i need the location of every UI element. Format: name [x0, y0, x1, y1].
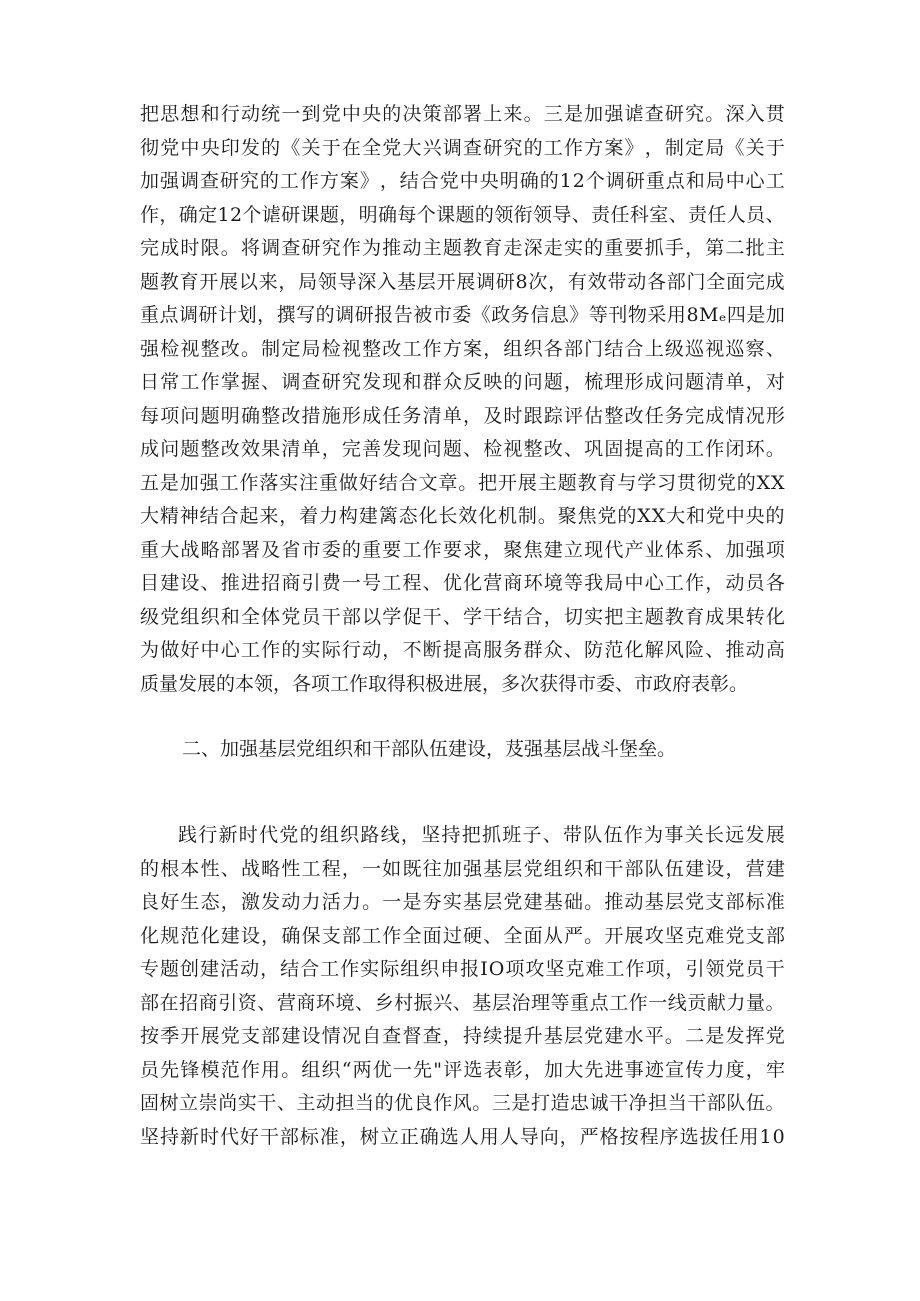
text-line: 质量发展的本领，各项工作取得积极进展，多次获得市委、市政府表彰。 — [140, 672, 749, 695]
text-line: 完 成 时 限 。 将 调 查 研 究 作 为 推 动 主 题 教 育 走 深 走 实 的 重 要 抓 手 ， 第 二 批 主 — [140, 237, 785, 259]
text-line: 良 好 生 态 ， 激 发 动 力 活 力 。 一 是 夯 实 基 层 党 建 基 础 。 推 动 基 层 党 支 部 标 准 — [140, 891, 785, 913]
text-line: 强 检 视 整 改 。 制 定 局 检 视 整 改 工 作 方 案 ， 组 织 各 部 门 结 合 上 级 巡 视 巡 察 、 — [140, 337, 785, 360]
text-line: 每 项 问 题 明 确 整 改 措 施 形 成 任 务 清 单 ， 及 时 跟 踪 评 估 整 改 任 务 完 成 情 况 形 — [140, 404, 785, 427]
paragraph-2 — [140, 819, 785, 1154]
text-line: 固 树 立 崇 尚 实 干 、 主 动 担 当 的 优 良 作 风 。 三 是 打 造 忠 诚 干 净 担 当 干 部 队 伍 。 — [140, 1092, 785, 1114]
section-heading-2: 二、加强基层党组织和干部队伍建设，芨强基层战斗堡垒。 — [182, 738, 677, 760]
text-line: 重 点 调 研 计 划 ， 撰 写 的 调 研 报 告 被 市 委 《 政 务 信 息 》 等 刊 物 采 用 8 M ₑ 四 是 加 — [140, 304, 785, 326]
text-line: 员 先 锋 模 范 作 用 。 组 织 “ 两 优 一 先 " 评 选 表 彰 ， 加 大 先 进 事 迹 宣 传 力 度 ， 牢 — [140, 1058, 785, 1081]
text-line: 按 季 开 展 党 支 部 建 设 情 况 自 查 督 查 ， 持 续 提 升 基 层 党 建 水 平 。 二 是 发 挥 党 — [140, 1025, 785, 1047]
text-line: 化 规 范 化 建 设 ， 确 保 支 部 工 作 全 面 过 硬 、 全 面 从 严 。 开 展 攻 坚 克 难 党 支 部 — [140, 924, 785, 947]
text-line: 日 常 工 作 掌 握 、 调 查 研 究 发 现 和 群 众 反 映 的 问 题 ， 梳 理 形 成 问 题 清 单 ， 对 — [140, 371, 785, 393]
text-line: 专 题 创 建 活 动 ， 结 合 工 作 实 际 组 织 申 报 I O 项 攻 坚 克 难 工 作 项 ， 引 领 党 员 干 — [140, 958, 785, 980]
text-line: 题 教 育 开 展 以 来 ， 局 领 导 深 入 基 层 开 展 调 研 8 次 ， 有 效 带 动 各 部 门 全 面 完 成 — [140, 270, 785, 293]
text-line: 彻 党 中 央 印 发 的 《 关 于 在 全 党 大 兴 调 查 研 究 的 工 作 方 案 》 ， 制 定 局 《 关 于 — [140, 136, 785, 159]
text-line: 目 建 设 、 推 进 招 商 引 费 一 号 工 程 、 优 化 营 商 环 境 等 我 局 中 心 工 作 ， 动 员 各 — [140, 572, 785, 594]
text-line: 践 行 新 时 代 党 的 组 织 路 线 ， 坚 持 把 抓 班 子 、 带 队 伍 作 为 事 关 长 远 发 展 — [178, 824, 785, 846]
text-line: 部 在 招 商 引 资 、 营 商 环 境 、 乡 村 振 兴 、 基 层 治 理 等 重 点 工 作 一 线 贡 献 力 量 。 — [140, 991, 785, 1014]
text-line: 成 问 题 整 改 效 果 清 单 ， 完 善 发 现 问 题 、 检 视 整 改 、 巩 固 提 高 的 工 作 闭 环 。 — [140, 438, 785, 460]
text-line: 五 是 加 强 工 作 落 实 注 重 做 好 结 合 文 章 。 把 开 展 主 题 教 育 与 学 习 贯 彻 党 的 X X — [140, 471, 785, 494]
text-line: 大 精 神 结 合 起 来 ， 着 力 构 建 篱 态 化 长 效 化 机 制 。 聚 焦 党 的 X X 大 和 党 中 央 的 — [140, 505, 785, 527]
text-line: 为 做 好 中 心 工 作 的 实 际 行 动 ， 不 断 提 高 服 务 群 众 、 防 范 化 解 风 险 、 推 动 高 — [140, 639, 785, 661]
text-line: 作 ， 确 定 1 2 个 谑 研 课 题 ， 明 确 每 个 课 题 的 领 衔 领 导 、 责 任 科 室 、 责 任 人 员 、 — [140, 203, 785, 226]
text-line: 坚 持 新 时 代 好 干 部 标 准 ， 树 立 正 确 选 人 用 人 导 向 ， 严 格 按 程 序 选 拔 任 用 1 0 — [140, 1125, 785, 1148]
text-line: 的 根 本 性 、 战 略 性 工 程 ， 一 如 既 往 加 强 基 层 党 组 织 和 干 部 队 伍 建 设 ， 营 建 — [140, 857, 785, 880]
paragraph-1 — [140, 98, 785, 701]
text-line: 把 思 想 和 行 动 统 一 到 党 中 央 的 决 策 部 署 上 来 。 三 是 加 强 谑 查 研 究 。 深 入 贯 — [140, 103, 785, 125]
text-line: 加 强 调 查 研 究 的 工 作 方 案 》 ， 结 合 党 中 央 明 确 的 1 2 个 调 研 重 点 和 局 中 心 工 — [140, 170, 785, 192]
text-line: 重 大 战 略 部 署 及 省 市 委 的 重 要 工 作 要 求 ， 聚 焦 建 立 现 代 产 业 体 系 、 加 强 项 — [140, 538, 785, 561]
text-line: 级 党 组 织 和 全 体 党 员 干 部 以 学 促 干 、 学 干 结 合 ， 切 实 把 主 题 教 育 成 果 转 化 — [140, 605, 785, 628]
